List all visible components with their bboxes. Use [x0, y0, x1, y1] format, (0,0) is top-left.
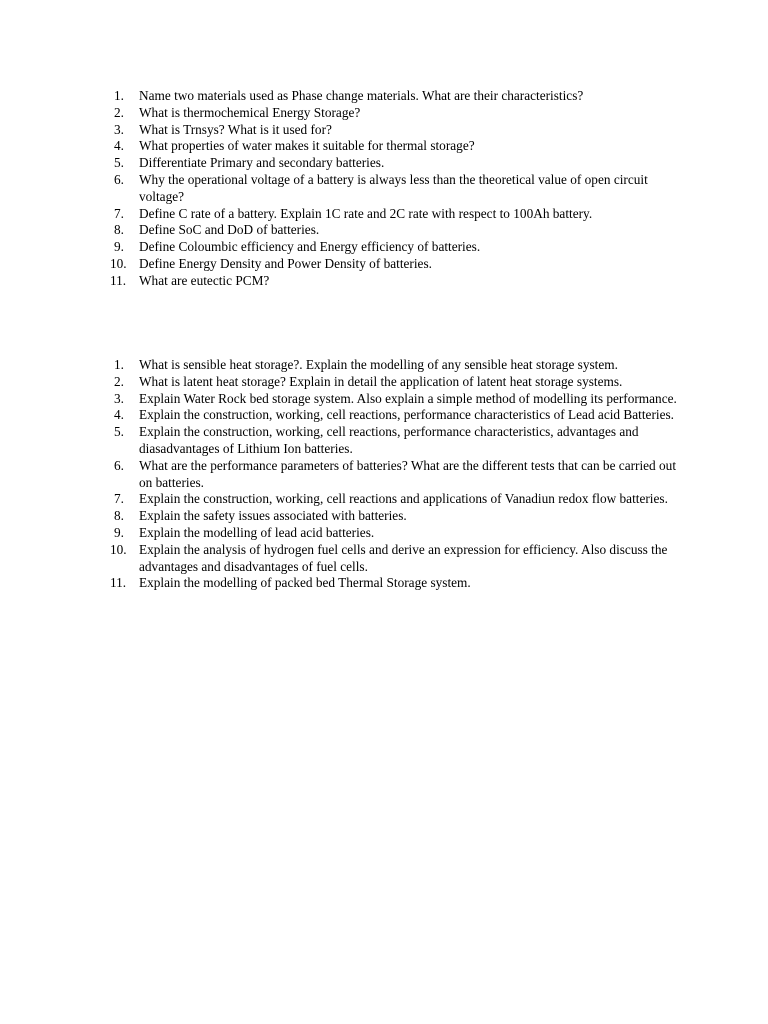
- item-text: Explain the safety issues associated with batteries.: [139, 508, 407, 524]
- item-number: 10.: [110, 255, 127, 271]
- long-questions-list: [110, 357, 690, 592]
- item-number: 1.: [114, 357, 124, 372]
- list-item: [110, 542, 690, 576]
- item-text: Explain Water Rock bed storage system. Also explain a simple method of modelling its performance.: [139, 390, 677, 406]
- item-text: Explain the construction, working, cell reactions and applications of Vanadiun redox flow batteries.: [139, 491, 668, 507]
- item-text: Define C rate of a battery. Explain 1C rate and 2C rate with respect to 100Ah battery.: [139, 205, 593, 221]
- list-item: [110, 407, 690, 424]
- list-item: [110, 458, 690, 492]
- list-item: [110, 155, 690, 172]
- list-item: [110, 273, 690, 290]
- item-text: Explain the construction, working, cell reactions, performance characteristics, advantages and diasadvantages of Lithium Ion batteries.: [139, 424, 639, 456]
- item-text: Explain the construction, working, cell reactions, performance characteristics of Lead acid Batteries.: [139, 407, 674, 423]
- item-number: 3.: [114, 121, 124, 137]
- item-number: 5.: [114, 155, 124, 171]
- item-text: What is Trnsys? What is it used for?: [139, 121, 332, 137]
- list-item: [110, 357, 690, 374]
- list-item: [110, 206, 690, 223]
- item-number: 7.: [114, 205, 124, 221]
- item-number: 7.: [114, 491, 124, 507]
- list-item: [110, 122, 690, 139]
- item-text: Define Energy Density and Power Density of batteries.: [139, 255, 432, 271]
- item-number: 5.: [114, 424, 124, 440]
- item-text: Explain the modelling of packed bed Thermal Storage system.: [139, 575, 471, 591]
- list-item: [110, 172, 690, 206]
- item-number: 6.: [114, 171, 124, 187]
- item-number: 6.: [114, 457, 124, 473]
- item-text: Explain the modelling of lead acid batteries.: [139, 524, 375, 540]
- item-text: What are the performance parameters of batteries? What are the different tests that can be carried out on batteries.: [139, 457, 677, 490]
- item-number: 2.: [114, 104, 124, 120]
- item-number: 2.: [114, 373, 124, 389]
- item-text: What is thermochemical Energy Storage?: [139, 104, 361, 120]
- item-text: What are eutectic PCM?: [139, 272, 270, 288]
- item-number: 4.: [114, 407, 124, 423]
- list-item: [110, 575, 690, 592]
- list-item: [110, 525, 690, 542]
- list-item: [110, 424, 690, 458]
- item-number: 10.: [110, 541, 127, 557]
- list-item: [110, 374, 690, 391]
- list-item: [110, 256, 690, 273]
- item-text: Explain the analysis of hydrogen fuel cells and derive an expression for efficiency. Also discuss the advantages and disadvantages of fuel cells.: [139, 541, 668, 574]
- item-number: 3.: [114, 390, 124, 406]
- list-item: [110, 508, 690, 525]
- item-text: Define SoC and DoD of batteries.: [139, 222, 320, 238]
- item-number: 9.: [114, 239, 124, 255]
- list-item: [110, 222, 690, 239]
- item-number: 4.: [114, 138, 124, 154]
- item-text: Why the operational voltage of a battery is always less than the theoretical value of open circuit voltage?: [139, 171, 648, 204]
- list-item: [110, 88, 690, 105]
- short-questions-list: [110, 88, 690, 290]
- list-item: [110, 491, 690, 508]
- list-item: [110, 239, 690, 256]
- item-number: 8.: [114, 222, 124, 238]
- item-text: What properties of water makes it suitable for thermal storage?: [139, 138, 475, 154]
- item-number: 11.: [110, 575, 127, 591]
- item-number: 9.: [114, 524, 124, 540]
- item-text: Define Coloumbic efficiency and Energy efficiency of batteries.: [139, 239, 481, 255]
- item-number: 11.: [110, 272, 127, 288]
- item-number: 8.: [114, 508, 124, 524]
- item-text: What is sensible heat storage?. Explain the modelling of any sensible heat storage system.: [139, 357, 618, 372]
- item-text: What is latent heat storage? Explain in detail the application of latent heat storage systems.: [139, 373, 623, 389]
- item-text: Differentiate Primary and secondary batteries.: [139, 155, 385, 171]
- list-item: [110, 105, 690, 122]
- item-number: 1.: [114, 88, 124, 103]
- item-text: Name two materials used as Phase change materials. What are their characteristics?: [139, 88, 584, 103]
- list-item: [110, 138, 690, 155]
- list-item: [110, 391, 690, 408]
